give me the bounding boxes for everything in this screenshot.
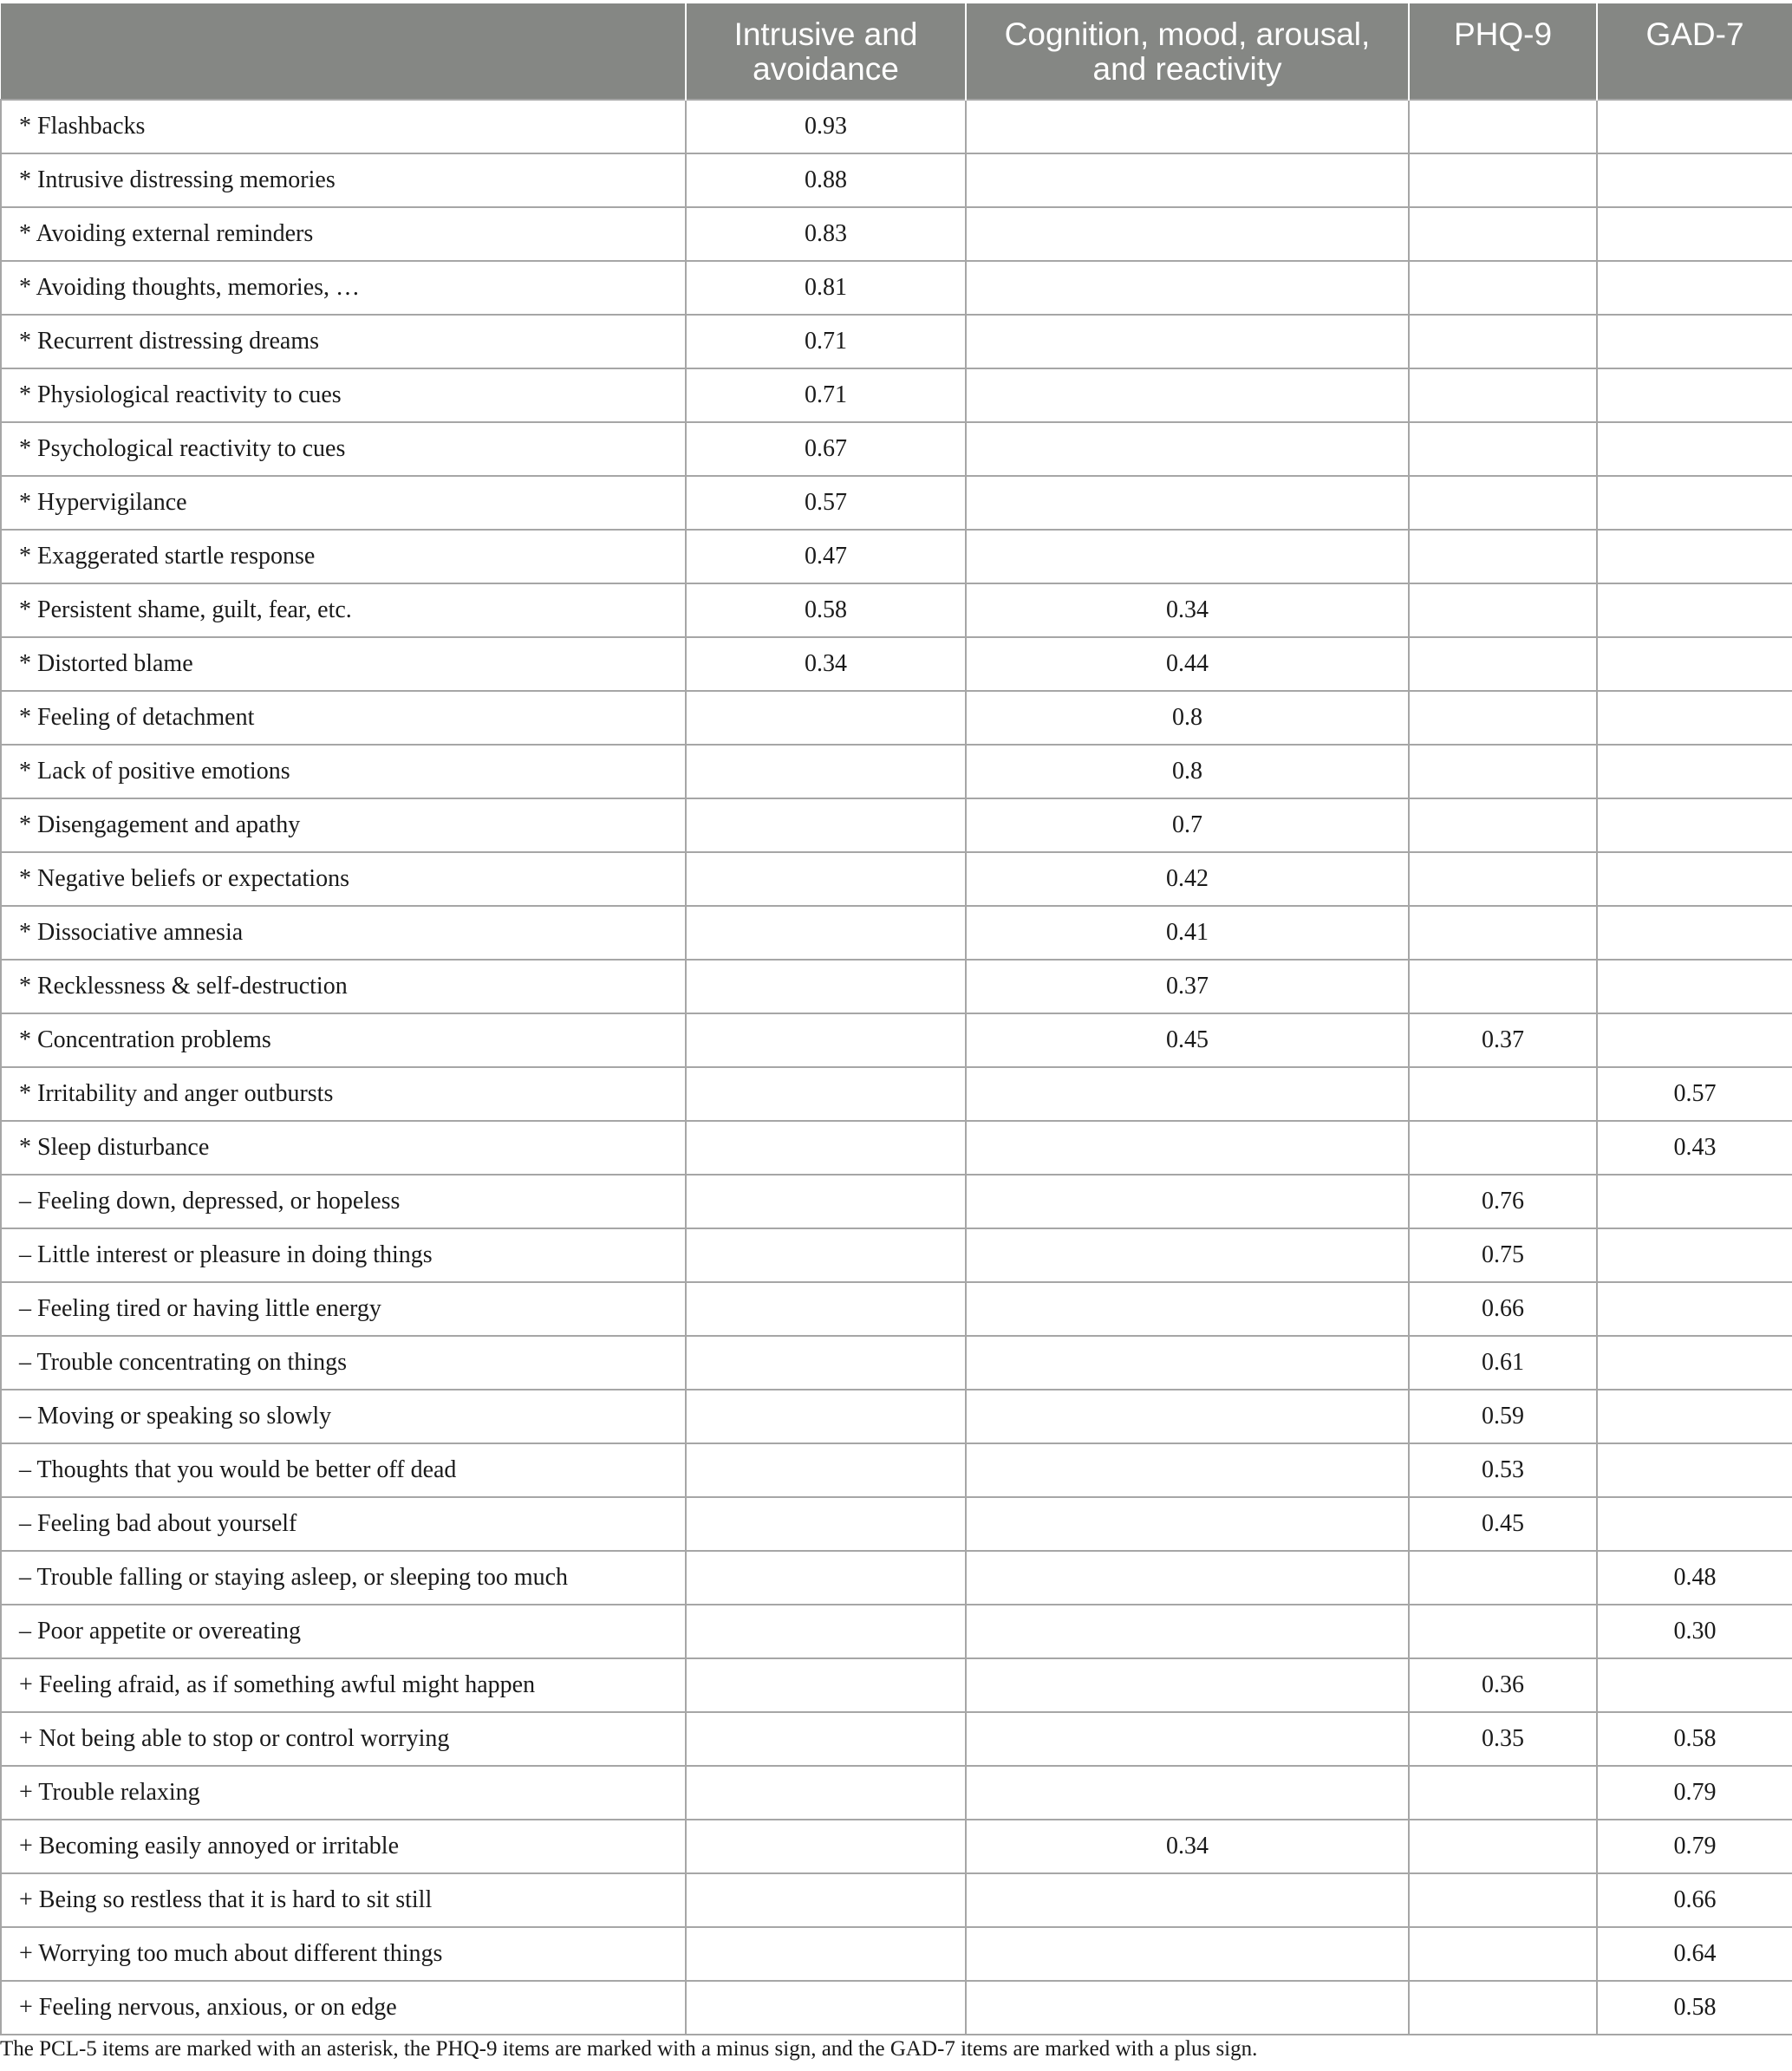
table-row	[1, 1820, 1792, 1873]
loading-value-cell: 0.34	[966, 1820, 1409, 1873]
loading-value-cell	[1409, 153, 1597, 207]
loading-value-cell	[686, 1443, 966, 1497]
loading-value-cell	[1409, 1820, 1597, 1873]
loading-value-cell	[686, 1336, 966, 1390]
loading-value-cell	[1409, 1067, 1597, 1121]
loading-value-cell: 0.79	[1597, 1820, 1792, 1873]
loading-value-cell	[1409, 476, 1597, 530]
item-label-cell: * Dissociative amnesia	[1, 906, 686, 960]
loading-value-cell	[686, 1766, 966, 1820]
loading-value-cell: 0.64	[1597, 1927, 1792, 1981]
loading-value-cell	[966, 1658, 1409, 1712]
table-row	[1, 1712, 1792, 1766]
factor-loadings-table	[0, 3, 1792, 2035]
loading-value-cell	[1597, 1497, 1792, 1551]
loading-value-cell	[1409, 315, 1597, 368]
header-intrusive-avoidance: Intrusive and avoidance	[686, 4, 966, 100]
header-gad7: GAD-7	[1597, 4, 1792, 100]
loading-value-cell	[966, 1282, 1409, 1336]
loading-value-cell	[966, 1175, 1409, 1228]
item-label-cell: * Physiological reactivity to cues	[1, 368, 686, 422]
loading-value-cell	[1409, 852, 1597, 906]
item-label-cell: * Negative beliefs or expectations	[1, 852, 686, 906]
loading-value-cell	[1409, 1121, 1597, 1175]
table-row	[1, 153, 1792, 207]
loading-value-cell	[686, 1390, 966, 1443]
loading-value-cell: 0.34	[966, 583, 1409, 637]
table-row	[1, 530, 1792, 583]
loading-value-cell	[1409, 1551, 1597, 1605]
loading-value-cell: 0.34	[686, 637, 966, 691]
loading-value-cell: 0.83	[686, 207, 966, 261]
loading-value-cell	[966, 1981, 1409, 2035]
loading-value-cell	[966, 1551, 1409, 1605]
loading-value-cell	[1597, 368, 1792, 422]
loading-value-cell	[1409, 583, 1597, 637]
loading-value-cell	[1409, 100, 1597, 153]
loading-value-cell	[686, 906, 966, 960]
loading-value-cell	[966, 153, 1409, 207]
loading-value-cell	[1597, 1443, 1792, 1497]
table-row	[1, 1497, 1792, 1551]
loading-value-cell: 0.44	[966, 637, 1409, 691]
item-label-cell: * Flashbacks	[1, 100, 686, 153]
item-label-cell: + Worrying too much about different things	[1, 1927, 686, 1981]
loading-value-cell: 0.45	[966, 1013, 1409, 1067]
item-label-cell: – Poor appetite or overeating	[1, 1605, 686, 1658]
loading-value-cell	[966, 1605, 1409, 1658]
loading-value-cell	[686, 745, 966, 798]
loading-value-cell	[686, 1873, 966, 1927]
table-row	[1, 1282, 1792, 1336]
table-row	[1, 1927, 1792, 1981]
loading-value-cell: 0.30	[1597, 1605, 1792, 1658]
loading-value-cell	[686, 1551, 966, 1605]
table-row	[1, 1121, 1792, 1175]
loading-value-cell: 0.8	[966, 691, 1409, 745]
loading-value-cell	[966, 476, 1409, 530]
table-row	[1, 583, 1792, 637]
loading-value-cell: 0.57	[1597, 1067, 1792, 1121]
table-row	[1, 1981, 1792, 2035]
loading-value-cell: 0.79	[1597, 1766, 1792, 1820]
loading-value-cell: 0.67	[686, 422, 966, 476]
item-label-cell: + Feeling afraid, as if something awful might happen	[1, 1658, 686, 1712]
loading-value-cell: 0.57	[686, 476, 966, 530]
loading-value-cell	[1597, 960, 1792, 1013]
item-label-cell: + Being so restless that it is hard to sit still	[1, 1873, 686, 1927]
loading-value-cell: 0.58	[1597, 1981, 1792, 2035]
loading-value-cell: 0.66	[1409, 1282, 1597, 1336]
loading-value-cell	[966, 1336, 1409, 1390]
loading-value-cell: 0.35	[1409, 1712, 1597, 1766]
loading-value-cell	[1597, 422, 1792, 476]
item-label-cell: * Avoiding external reminders	[1, 207, 686, 261]
loading-value-cell	[1409, 207, 1597, 261]
loading-value-cell	[1409, 1766, 1597, 1820]
loading-value-cell	[966, 422, 1409, 476]
table-row	[1, 960, 1792, 1013]
loading-value-cell: 0.76	[1409, 1175, 1597, 1228]
loading-value-cell	[966, 1443, 1409, 1497]
loading-value-cell	[686, 1013, 966, 1067]
loading-value-cell	[966, 261, 1409, 315]
loading-value-cell: 0.36	[1409, 1658, 1597, 1712]
loading-value-cell	[686, 960, 966, 1013]
table-row	[1, 1067, 1792, 1121]
table-row	[1, 315, 1792, 368]
loading-value-cell: 0.58	[1597, 1712, 1792, 1766]
loading-value-cell	[686, 1820, 966, 1873]
factor-loadings-table-container	[0, 3, 1792, 2035]
loading-value-cell	[686, 1067, 966, 1121]
loading-value-cell	[1597, 583, 1792, 637]
item-label-cell: – Moving or speaking so slowly	[1, 1390, 686, 1443]
item-label-cell: + Trouble relaxing	[1, 1766, 686, 1820]
loading-value-cell	[686, 1605, 966, 1658]
table-row	[1, 207, 1792, 261]
loading-value-cell	[1597, 1013, 1792, 1067]
loading-value-cell	[1597, 100, 1792, 153]
item-label-cell: – Trouble falling or staying asleep, or sleeping too much	[1, 1551, 686, 1605]
loading-value-cell	[686, 1712, 966, 1766]
loading-value-cell	[966, 1927, 1409, 1981]
loading-value-cell	[966, 1497, 1409, 1551]
loading-value-cell	[1409, 261, 1597, 315]
table-row	[1, 1228, 1792, 1282]
table-row	[1, 1336, 1792, 1390]
loading-value-cell	[1597, 1228, 1792, 1282]
loading-value-cell	[1597, 745, 1792, 798]
loading-value-cell	[1597, 153, 1792, 207]
loading-value-cell: 0.66	[1597, 1873, 1792, 1927]
loading-value-cell: 0.42	[966, 852, 1409, 906]
table-row	[1, 1551, 1792, 1605]
table-row	[1, 100, 1792, 153]
loading-value-cell	[966, 530, 1409, 583]
header-phq9: PHQ-9	[1409, 4, 1597, 100]
item-label-cell: – Little interest or pleasure in doing things	[1, 1228, 686, 1282]
item-label-cell: * Feeling of detachment	[1, 691, 686, 745]
table-footnote: The PCL-5 items are marked with an asterisk, the PHQ-9 items are marked with a minus sign, and the GAD-7 items are marked with a plus sign.	[0, 2037, 1258, 2061]
item-label-cell: * Distorted blame	[1, 637, 686, 691]
loading-value-cell	[1409, 1873, 1597, 1927]
loading-value-cell	[1597, 261, 1792, 315]
loading-value-cell: 0.37	[966, 960, 1409, 1013]
loading-value-cell: 0.47	[686, 530, 966, 583]
loading-value-cell	[1409, 906, 1597, 960]
item-label-cell: * Disengagement and apathy	[1, 798, 686, 852]
loading-value-cell: 0.88	[686, 153, 966, 207]
loading-value-cell	[966, 1067, 1409, 1121]
item-label-cell: * Hypervigilance	[1, 476, 686, 530]
loading-value-cell	[1409, 637, 1597, 691]
loading-value-cell	[1597, 315, 1792, 368]
loading-value-cell	[686, 1497, 966, 1551]
loading-value-cell	[686, 1228, 966, 1282]
loading-value-cell	[966, 207, 1409, 261]
table-header	[1, 4, 1792, 100]
loading-value-cell	[1597, 207, 1792, 261]
loading-value-cell	[966, 1121, 1409, 1175]
loading-value-cell	[966, 1766, 1409, 1820]
loading-value-cell	[1597, 798, 1792, 852]
loading-value-cell	[1597, 906, 1792, 960]
loading-value-cell	[1597, 1390, 1792, 1443]
loading-value-cell: 0.37	[1409, 1013, 1597, 1067]
table-row	[1, 368, 1792, 422]
loading-value-cell	[1597, 476, 1792, 530]
item-label-cell: * Avoiding thoughts, memories, …	[1, 261, 686, 315]
table-row	[1, 798, 1792, 852]
item-label-cell: + Becoming easily annoyed or irritable	[1, 1820, 686, 1873]
item-label-cell: – Trouble concentrating on things	[1, 1336, 686, 1390]
loading-value-cell	[686, 1282, 966, 1336]
loading-value-cell: 0.43	[1597, 1121, 1792, 1175]
item-label-cell: – Feeling bad about yourself	[1, 1497, 686, 1551]
loading-value-cell	[1409, 1605, 1597, 1658]
table-row	[1, 852, 1792, 906]
loading-value-cell	[1409, 960, 1597, 1013]
loading-value-cell	[1597, 530, 1792, 583]
table-row	[1, 1390, 1792, 1443]
loading-value-cell	[966, 1873, 1409, 1927]
item-label-cell: + Not being able to stop or control worrying	[1, 1712, 686, 1766]
item-label-cell: – Feeling down, depressed, or hopeless	[1, 1175, 686, 1228]
loading-value-cell	[686, 1658, 966, 1712]
table-row	[1, 1605, 1792, 1658]
loading-value-cell	[686, 798, 966, 852]
loading-value-cell: 0.93	[686, 100, 966, 153]
loading-value-cell	[1597, 691, 1792, 745]
item-label-cell: * Recklessness & self-destruction	[1, 960, 686, 1013]
loading-value-cell	[1409, 1927, 1597, 1981]
table-row	[1, 1013, 1792, 1067]
loading-value-cell	[966, 368, 1409, 422]
loading-value-cell: 0.71	[686, 315, 966, 368]
table-row	[1, 1175, 1792, 1228]
table-row	[1, 1658, 1792, 1712]
loading-value-cell	[966, 315, 1409, 368]
header-row	[1, 4, 1792, 100]
loading-value-cell	[1597, 1336, 1792, 1390]
loading-value-cell	[686, 1927, 966, 1981]
table-row	[1, 637, 1792, 691]
loading-value-cell	[686, 1121, 966, 1175]
loading-value-cell: 0.58	[686, 583, 966, 637]
item-label-cell: + Feeling nervous, anxious, or on edge	[1, 1981, 686, 2035]
loading-value-cell: 0.61	[1409, 1336, 1597, 1390]
table-row	[1, 261, 1792, 315]
item-label-cell: * Persistent shame, guilt, fear, etc.	[1, 583, 686, 637]
loading-value-cell	[1409, 1981, 1597, 2035]
loading-value-cell	[966, 100, 1409, 153]
item-label-cell: * Sleep disturbance	[1, 1121, 686, 1175]
item-label-cell: * Concentration problems	[1, 1013, 686, 1067]
item-label-cell: * Exaggerated startle response	[1, 530, 686, 583]
table-body	[1, 100, 1792, 2035]
loading-value-cell	[686, 1175, 966, 1228]
loading-value-cell	[1597, 1282, 1792, 1336]
loading-value-cell: 0.41	[966, 906, 1409, 960]
loading-value-cell: 0.48	[1597, 1551, 1792, 1605]
loading-value-cell	[1409, 368, 1597, 422]
loading-value-cell	[966, 1712, 1409, 1766]
loading-value-cell	[1409, 422, 1597, 476]
item-label-cell: * Irritability and anger outbursts	[1, 1067, 686, 1121]
table-row	[1, 1766, 1792, 1820]
item-label-cell: – Feeling tired or having little energy	[1, 1282, 686, 1336]
loading-value-cell	[1597, 1175, 1792, 1228]
header-item	[1, 4, 686, 100]
loading-value-cell	[1409, 530, 1597, 583]
loading-value-cell: 0.71	[686, 368, 966, 422]
table-row	[1, 1443, 1792, 1497]
table-row	[1, 691, 1792, 745]
loading-value-cell	[686, 691, 966, 745]
table-row	[1, 476, 1792, 530]
table-row	[1, 422, 1792, 476]
table-row	[1, 745, 1792, 798]
loading-value-cell: 0.8	[966, 745, 1409, 798]
loading-value-cell	[1409, 691, 1597, 745]
table-row	[1, 1873, 1792, 1927]
item-label-cell: – Thoughts that you would be better off dead	[1, 1443, 686, 1497]
item-label-cell: * Lack of positive emotions	[1, 745, 686, 798]
loading-value-cell: 0.7	[966, 798, 1409, 852]
loading-value-cell	[966, 1228, 1409, 1282]
loading-value-cell	[1597, 852, 1792, 906]
loading-value-cell: 0.53	[1409, 1443, 1597, 1497]
item-label-cell: * Intrusive distressing memories	[1, 153, 686, 207]
loading-value-cell	[686, 1981, 966, 2035]
loading-value-cell: 0.59	[1409, 1390, 1597, 1443]
loading-value-cell	[1597, 1658, 1792, 1712]
table-row	[1, 906, 1792, 960]
loading-value-cell	[1409, 745, 1597, 798]
loading-value-cell	[686, 852, 966, 906]
loading-value-cell: 0.81	[686, 261, 966, 315]
loading-value-cell: 0.75	[1409, 1228, 1597, 1282]
header-cognition-mood: Cognition, mood, arousal, and reactivity	[966, 4, 1409, 100]
item-label-cell: * Recurrent distressing dreams	[1, 315, 686, 368]
item-label-cell: * Psychological reactivity to cues	[1, 422, 686, 476]
loading-value-cell	[1597, 637, 1792, 691]
loading-value-cell	[966, 1390, 1409, 1443]
loading-value-cell: 0.45	[1409, 1497, 1597, 1551]
loading-value-cell	[1409, 798, 1597, 852]
